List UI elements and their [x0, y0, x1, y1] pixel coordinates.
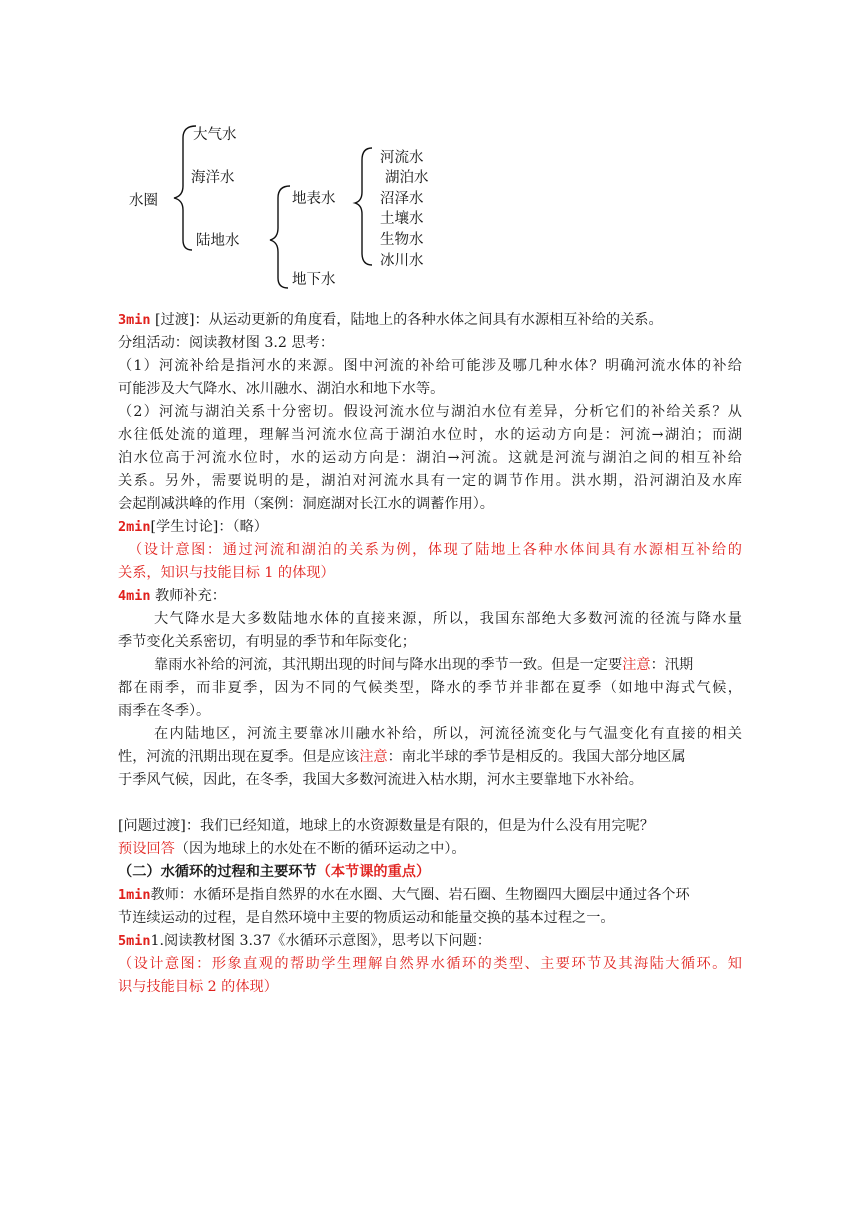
- supplement-line: [118, 746, 742, 769]
- design-intent-line: 关系，知识与技能目标 1 的体现）: [118, 565, 335, 581]
- diagram-level3-1: 湖泊水: [385, 170, 429, 186]
- paragraph-group-activity: 分组活动：阅读教材图 3.2 思考：: [118, 335, 335, 351]
- paragraph-text: （因为地球上的水处在不断的循环运动之中）。: [174, 841, 466, 857]
- text-segment: ：汛期: [650, 657, 694, 673]
- question-2-line: 水往低处流的道理，理解当河流水位高于湖泊水位时，水的运动方向是：河流→湖泊；而湖: [118, 427, 742, 443]
- diagram-level3-2: 沼泽水: [380, 191, 424, 207]
- diagram-level2-0: 地表水: [292, 191, 336, 207]
- paragraph-text: 教师：水循环是指自然界的水在水圈、大气圈、岩石圈、生物圈四大圈层中通过各个环: [150, 887, 690, 903]
- supplement-line: 都在雨季，而非夏季，因为不同的气候类型，降水的季节并非都在夏季（如地中海式气候，: [118, 680, 742, 696]
- paragraph-definition: [118, 884, 742, 907]
- design-intent-line: （设计意图：形象直观的帮助学生理解自然界水循环的类型、主要环节及其海陆大循环。知: [118, 956, 742, 972]
- paragraph-teacher-supplement: [118, 585, 742, 608]
- question-1-line: 可能涉及大气降水、冰川融水、湖泊水和地下水等。: [118, 381, 445, 397]
- section-heading: [118, 861, 742, 884]
- text-segment: ：南北半球的季节是相反的。我国大部分地区属: [387, 749, 686, 765]
- brace-1: [174, 126, 196, 250]
- paragraph-preset-answer: [118, 838, 742, 861]
- design-intent-line: 识与技能目标 2 的体现）: [118, 979, 278, 995]
- diagram-level3-5: 冰川水: [380, 253, 424, 269]
- question-2-line: 关系。另外，需要说明的是，湖泊对河流水具有一定的调节作用。洪水期，沿河湖泊及水库: [118, 473, 742, 489]
- question-2-line: （2）河流与湖泊关系十分密切。假设河流水位与湖泊水位有差异，分析它们的补给关系？从: [118, 404, 742, 420]
- preset-answer-label: 预设回答: [118, 841, 175, 857]
- supplement-line: 于季风气候，因此，在冬季，我国大多数河流进入枯水期，河水主要靠地下水补给。: [118, 772, 643, 788]
- diagram-level3-4: 生物水: [380, 232, 424, 248]
- diagram-level3-3: 土壤水: [380, 211, 424, 227]
- time-marker: 4min: [118, 588, 151, 604]
- time-marker: 5min: [118, 933, 151, 949]
- water-sphere-diagram: [0, 0, 860, 300]
- paragraph-question-transition: [问题过渡]：我们已经知道，地球上的水资源数量是有限的，但是为什么没有用完呢？: [118, 818, 655, 834]
- paragraph-text: 1.阅读教材图 3.37《水循环示意图》，思考以下问题：: [150, 933, 491, 949]
- supplement-line: 大气降水是大多数陆地水体的直接来源，所以，我国东部绝大多数河流的径流与降水量: [154, 611, 742, 627]
- time-marker: 1min: [118, 887, 151, 903]
- text-segment: 性，河流的汛期出现在夏季。但是应该: [118, 749, 360, 765]
- paragraph-discussion: [118, 516, 742, 539]
- time-marker: 2min: [118, 519, 151, 535]
- supplement-line: [118, 654, 742, 677]
- supplement-line: 季节变化关系密切，有明显的季节和年际变化；: [118, 634, 416, 650]
- question-1-line: （1）河流补给是指河水的来源。图中河流的补给可能涉及哪几种水体？明确河流水体的补给: [118, 358, 742, 374]
- paragraph-text: [学生讨论]：（略）: [150, 519, 268, 535]
- section-heading-text: （二）水循环的过程和主要环节: [118, 864, 317, 880]
- diagram-level3-0: 河流水: [380, 150, 424, 166]
- question-2-line: 泊水位高于河流水位时，水的运动方向是：湖泊→河流。这就是河流与湖泊之间的相互补给: [118, 450, 742, 466]
- note-highlight: 注意: [622, 657, 651, 673]
- design-intent-line: （设计意图：通过河流和湖泊的关系为例，体现了陆地上各种水体间具有水源相互补给的: [128, 542, 742, 558]
- paragraph-definition-line: 节连续运动的过程，是自然环境中主要的物质运动和能量交换的基本过程之一。: [118, 910, 615, 926]
- diagram-level1-1: 海洋水: [191, 170, 235, 186]
- paragraph-text: [过渡]：从运动更新的角度看，陆地上的各种水体之间具有水源相互补给的关系。: [155, 312, 663, 328]
- diagram-level2-1: 地下水: [292, 272, 336, 288]
- diagram-level1-2: 陆地水: [196, 233, 240, 249]
- note-highlight: 注意: [359, 749, 388, 765]
- brace-3: [355, 148, 372, 265]
- diagram-level1-0: 大气水: [193, 127, 237, 143]
- supplement-line: 在内陆地区，河流主要靠冰川融水补给，所以，河流径流变化与气温变化有直接的相关: [154, 726, 742, 742]
- spacer: [118, 792, 742, 815]
- paragraph-transition: [118, 309, 742, 332]
- text-segment: 靠雨水补给的河流，其汛期出现的时间与降水出现的季节一致。但是一定要: [154, 657, 623, 673]
- paragraph-reading: [118, 930, 742, 953]
- question-2-line: 会起削减洪峰的作用（案例：洞庭湖对长江水的调蓄作用）。: [118, 496, 494, 512]
- brace-2: [270, 186, 290, 288]
- time-marker: 3min: [118, 312, 151, 328]
- supplement-line: 雨季在冬季）。: [118, 703, 211, 719]
- key-point-label: （本节课的重点）: [316, 864, 431, 880]
- paragraph-text: 教师补充：: [155, 588, 226, 604]
- diagram-root: 水圈: [129, 193, 158, 209]
- lesson-content: [118, 309, 742, 999]
